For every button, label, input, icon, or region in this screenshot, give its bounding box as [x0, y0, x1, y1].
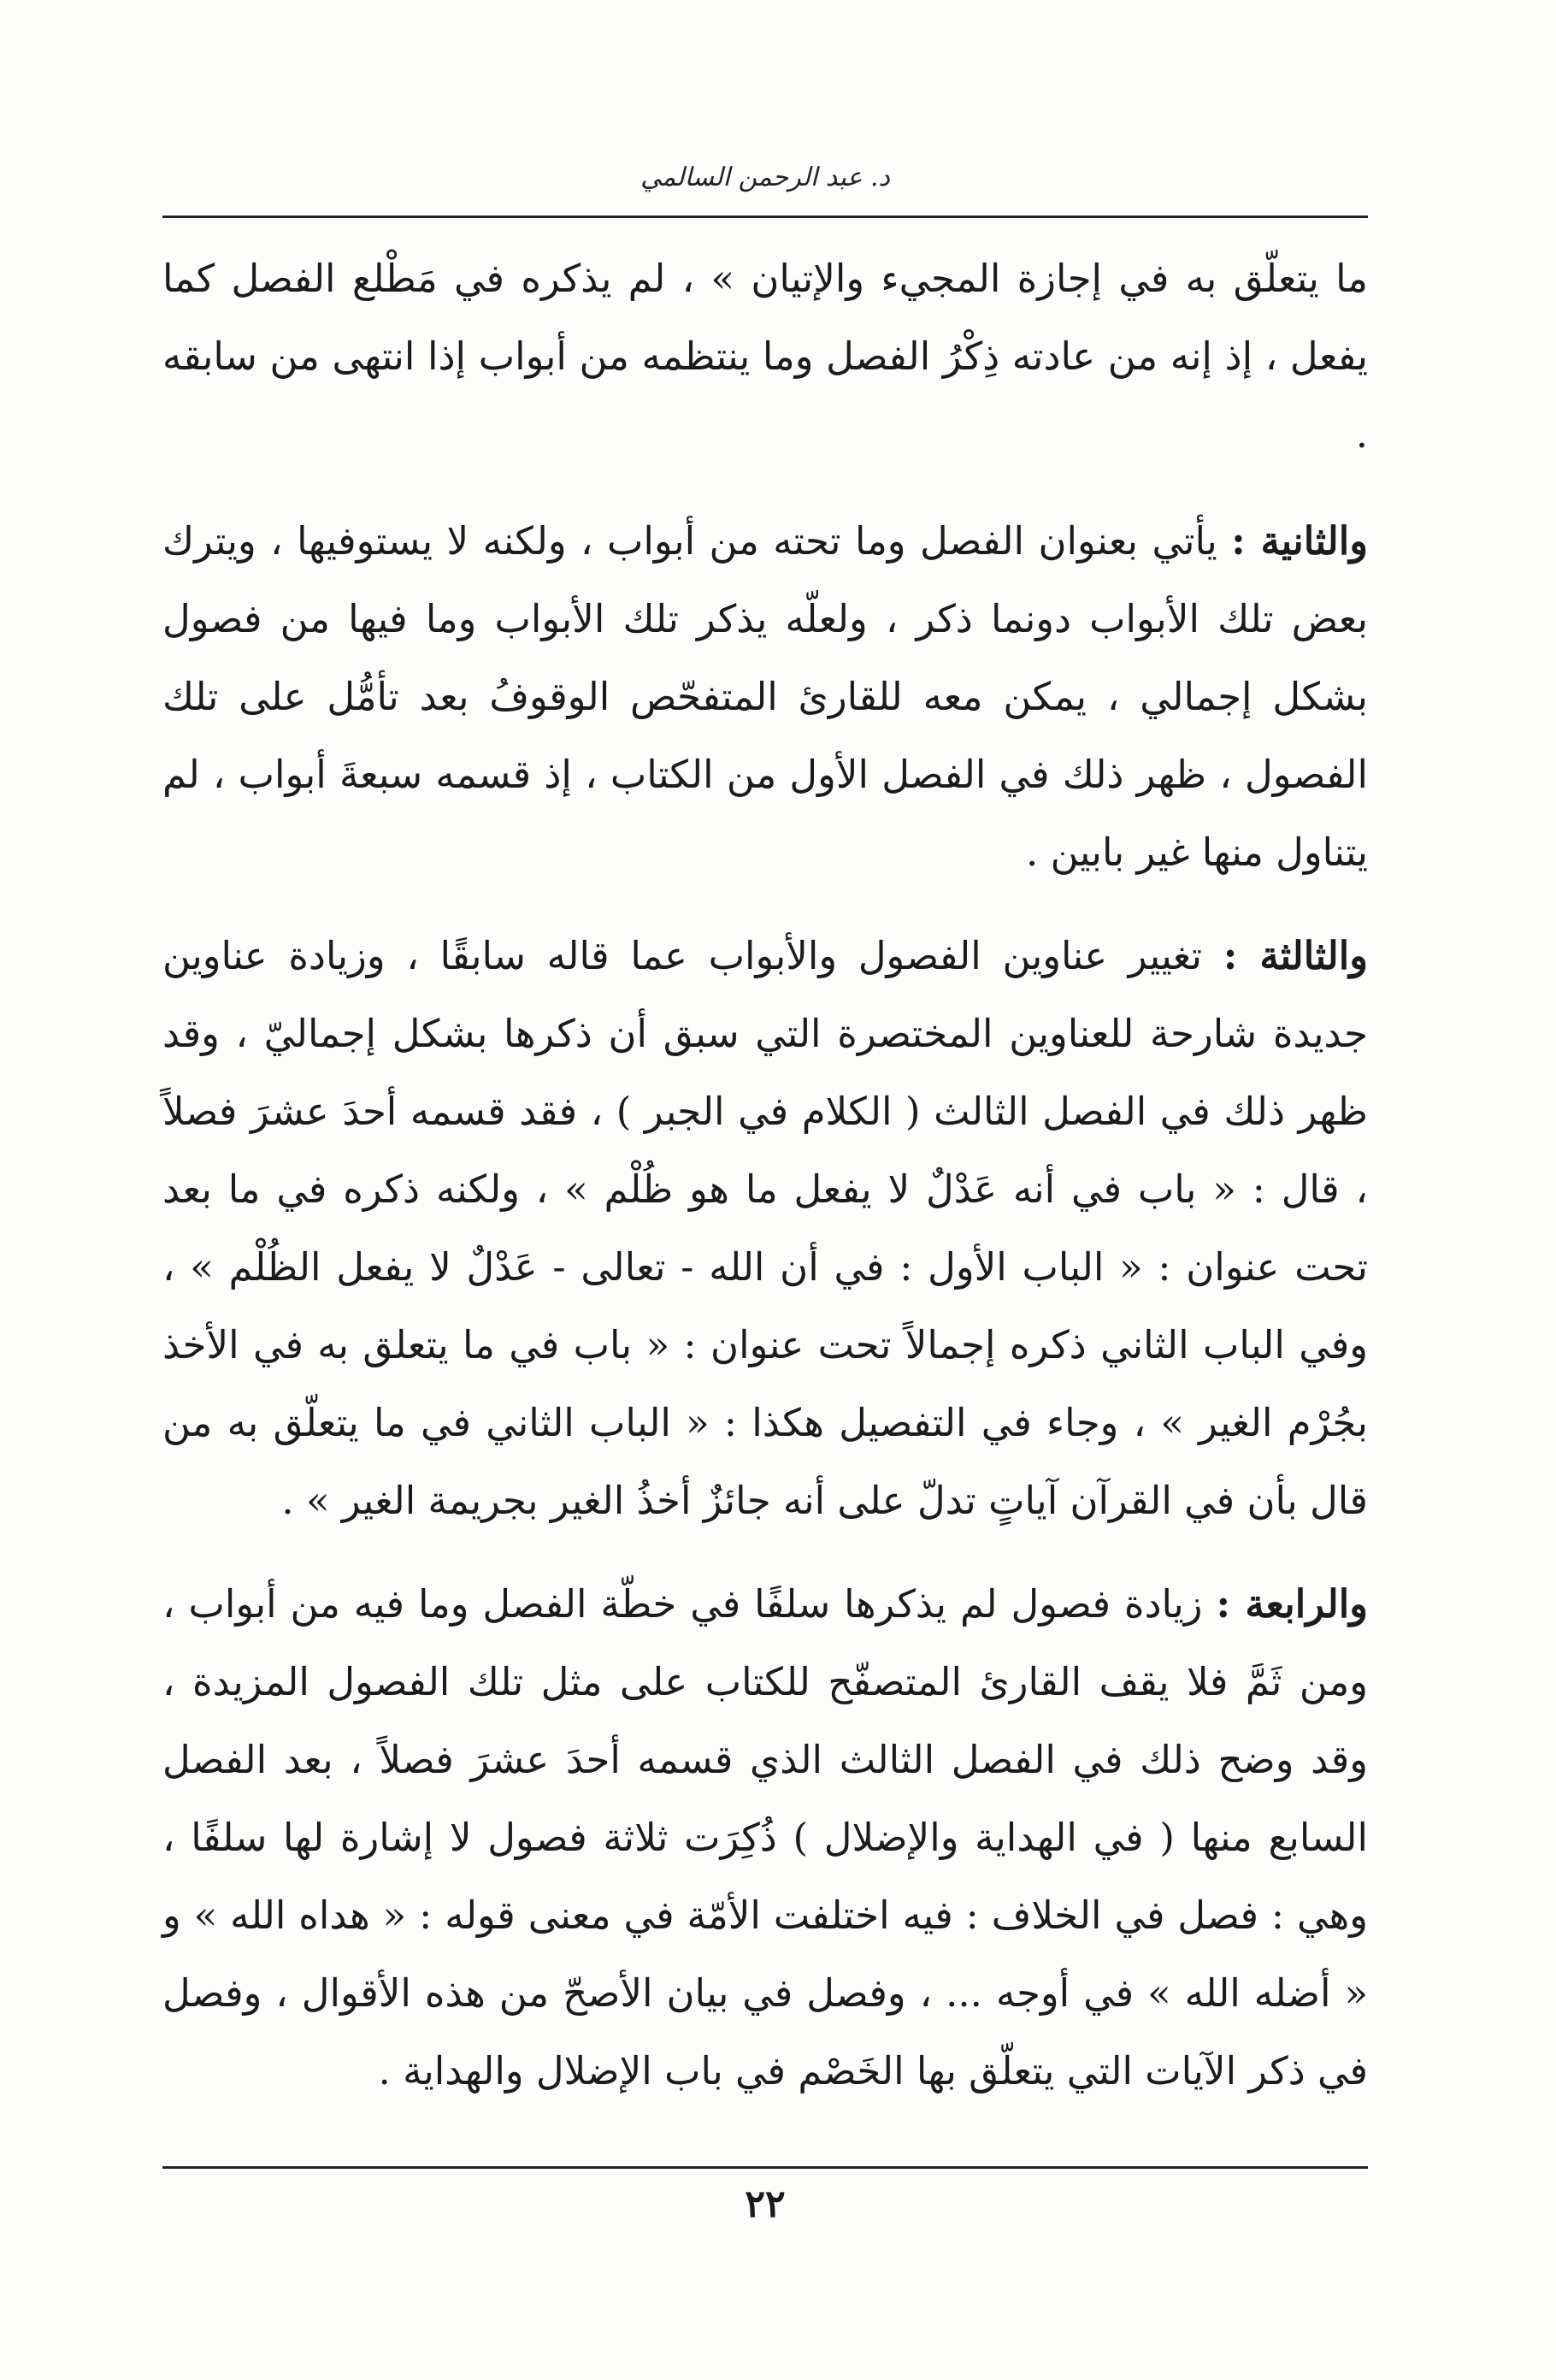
footer-divider — [162, 2166, 1368, 2169]
paragraph-3 — [162, 917, 1368, 1539]
running-header: د. عبد الرحمن السالمي — [640, 162, 890, 192]
paragraph-3-lead: والثالثة : — [1223, 933, 1368, 978]
paragraph-1-text: ما يتعلّق به في إجازة المجيء والإتيان » ، لم يذكره في مَطْلع الفصل كما يفعل ، إذ إنه من عادته ذِكْرُ الفصل وما ينتظمه من أبواب إذا انتهى من سابقه . — [162, 256, 1368, 457]
paragraph-2 — [162, 502, 1368, 891]
paragraph-4-text: زيادة فصول لم يذكرها سلفًا في خطّة الفصل وما فيه من أبواب ، ومن ثَمَّ فلا يقف القارئ المتصفّح للكتاب على مثل تلك الفصول المزيدة ، وقد وضح ذلك في الفصل الثالث الذي قسمه أحدَ عشرَ فصلاً ، بعد الفصل السابع منها ( في الهداية والإضلال ) ذُكِرَت ثلاثة فصول لا إشارة لها سلفًا ، وهي : فصل في الخلاف : فيه اختلفت الأمّة في معنى قوله : « هداه الله » و « أضله الله » في أوجه ... ، وفصل في بيان الأصحّ من هذه الأقوال ، وفصل في ذكر الآيات التي يتعلّق بها الخَصْم في باب الإضلال والهداية . — [162, 1581, 1368, 2094]
paragraph-4-lead: والرابعة : — [1216, 1581, 1368, 1627]
paragraph-3-text: تغيير عناوين الفصول والأبواب عما قاله سابقًا ، وزيادة عناوين جديدة شارحة للعناوين المختصرة التي سبق أن ذكرها بشكل إجماليّ ، وقد ظهر ذلك في الفصل الثالث ( الكلام في الجبر ) ، فقد قسمه أحدَ عشرَ فصلاً ، قال : « باب في أنه عَدْلٌ لا يفعل ما هو ظُلْم » ، ولكنه ذكره في ما بعد تحت عنوان : « الباب الأول : في أن الله - تعالى - عَدْلٌ لا يفعل الظُلْم » ، وفي الباب الثاني ذكره إجمالاً تحت عنوان : « باب في ما يتعلق به في الأخذ بجُرْم الغير » ، وجاء في التفصيل هكذا : « الباب الثاني في ما يتعلّق به من قال بأن في القرآن آياتٍ تدلّ على أنه جائزٌ أخذُ الغير بجريمة الغير » . — [162, 933, 1368, 1523]
page-number: ٢٢ — [745, 2182, 786, 2226]
paragraph-2-text: يأتي بعنوان الفصل وما تحته من أبواب ، ولكنه لا يستوفيها ، ويترك بعض تلك الأبواب دونما ذكر ، ولعلّه يذكر تلك الأبواب وما فيها من فصول بشكل إجمالي ، يمكن معه للقارئ المتفحّص الوقوفُ بعد تأمُّل على تلك الفصول ، ظهر ذلك في الفصل الأول من الكتاب ، إذ قسمه سبعةَ أبواب ، لم يتناول منها غير بابين . — [162, 518, 1368, 875]
header-divider — [162, 216, 1368, 218]
paragraph-2-lead: والثانية : — [1231, 518, 1369, 564]
paragraph-4 — [162, 1565, 1368, 2110]
paragraph-1 — [162, 239, 1368, 473]
body-text — [162, 239, 1368, 2135]
